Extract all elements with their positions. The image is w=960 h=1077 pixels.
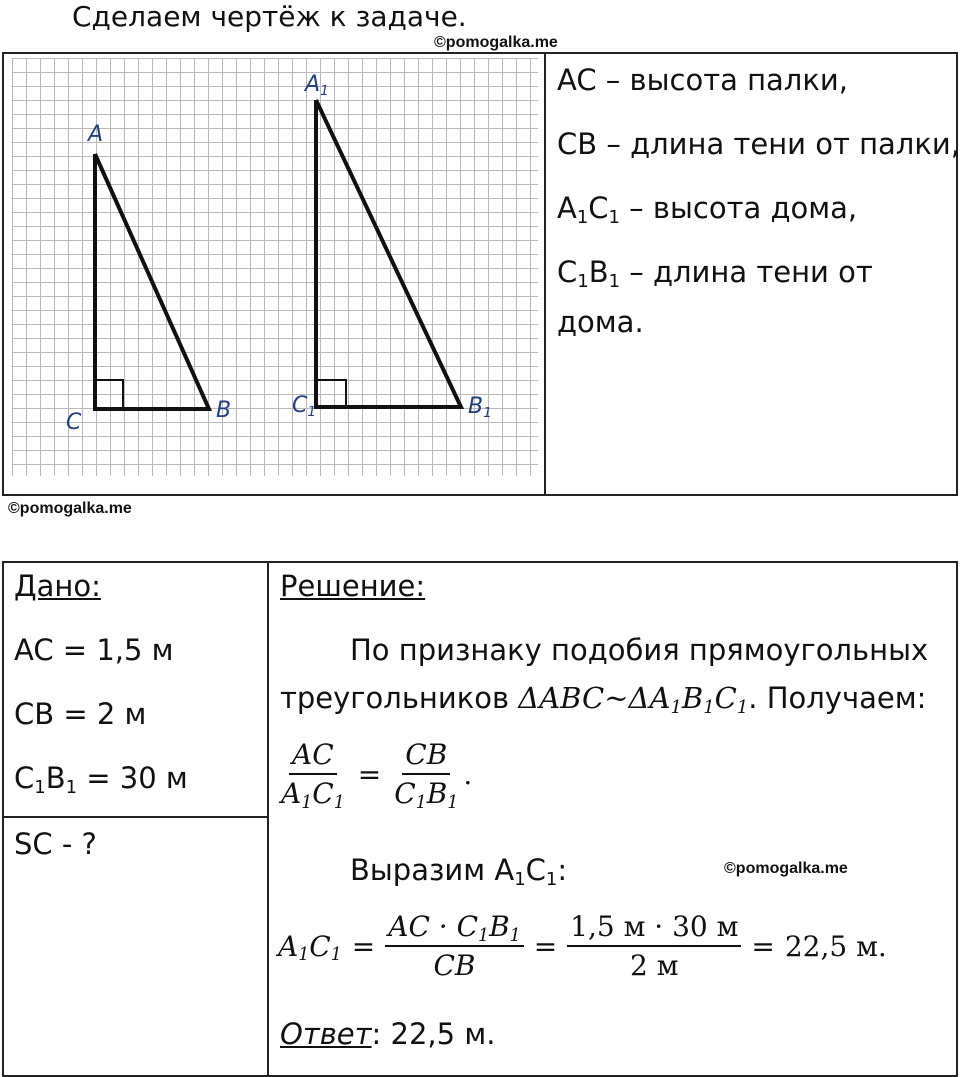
- given-title: Дано:: [14, 569, 101, 603]
- watermark-bottom: ©pomogalka.me: [724, 860, 848, 877]
- fraction-ac-c1b1-cb: $\frac{AC \cdot C1B1}{CB}$: [385, 910, 523, 982]
- legend-line-c1b1: C1B1 – длина тени от: [557, 255, 873, 293]
- label-b: B: [216, 398, 232, 423]
- grid-paper: [12, 58, 538, 476]
- label-c: C: [66, 410, 82, 435]
- watermark-top: ©pomogalka.me: [434, 34, 558, 51]
- solution-table-divider: [267, 562, 269, 1076]
- legend-line-house: дома.: [557, 305, 644, 339]
- given-c1b1: C1B1 = 30 м: [14, 761, 188, 799]
- label-a1: A1: [305, 72, 329, 99]
- solution-para1: По признаку подобия прямоугольных: [350, 633, 929, 667]
- answer-line: Ответ: 22,5 м.: [280, 1017, 496, 1051]
- fraction-numeric: $\frac{1,5 м \cdot 30 м}{2 м}$: [567, 910, 741, 982]
- label-a: A: [88, 122, 104, 147]
- result-formula: A1C1 = $\frac{AC \cdot C1B1}{CB}$ = $\frac{1,5 м \cdot 30 м}{2 м}$ = 22,5 м.: [278, 910, 887, 982]
- given-cb: CB = 2 м: [14, 697, 147, 731]
- fraction-cb-c1b1: $\frac{CB}{C1B1}$: [394, 738, 459, 813]
- label-b1: B1: [468, 394, 492, 421]
- find-sc: SC - ?: [14, 827, 97, 861]
- legend-line-a1c1: A1C1 – высота дома,: [557, 191, 858, 229]
- right-angle-c1: [316, 380, 346, 407]
- fraction-ac-a1c1: $\frac{AC}{A1C1}$: [281, 738, 345, 813]
- result-value: 22,5 м.: [784, 929, 887, 963]
- triangle-a1b1c1: [316, 100, 461, 407]
- triangle-abc: [95, 154, 209, 409]
- legend-line-ac: AC – высота палки,: [557, 63, 848, 97]
- watermark-mid: ©pomogalka.me: [8, 500, 132, 517]
- proportion-formula: $\frac{AC}{A1C1}$ = $\frac{CB}{C1B1}$ .: [278, 738, 472, 810]
- express-a1c1: Выразим A1C1:: [350, 853, 568, 891]
- figure-table-divider: [544, 53, 546, 495]
- solution-title: Решение:: [280, 569, 426, 603]
- given-ac: AC = 1,5 м: [14, 633, 174, 667]
- heading: Сделаем чертёж к задаче.: [72, 0, 467, 33]
- right-angle-c: [95, 380, 123, 409]
- label-c1: C1: [292, 393, 317, 420]
- given-divider: [3, 816, 268, 818]
- solution-para2: треугольников ΔABC~ΔA1B1C1. Получаем:: [280, 681, 927, 719]
- legend-line-cb: CB – длина тени от палки,: [557, 127, 960, 161]
- triangles-drawing: [12, 58, 538, 476]
